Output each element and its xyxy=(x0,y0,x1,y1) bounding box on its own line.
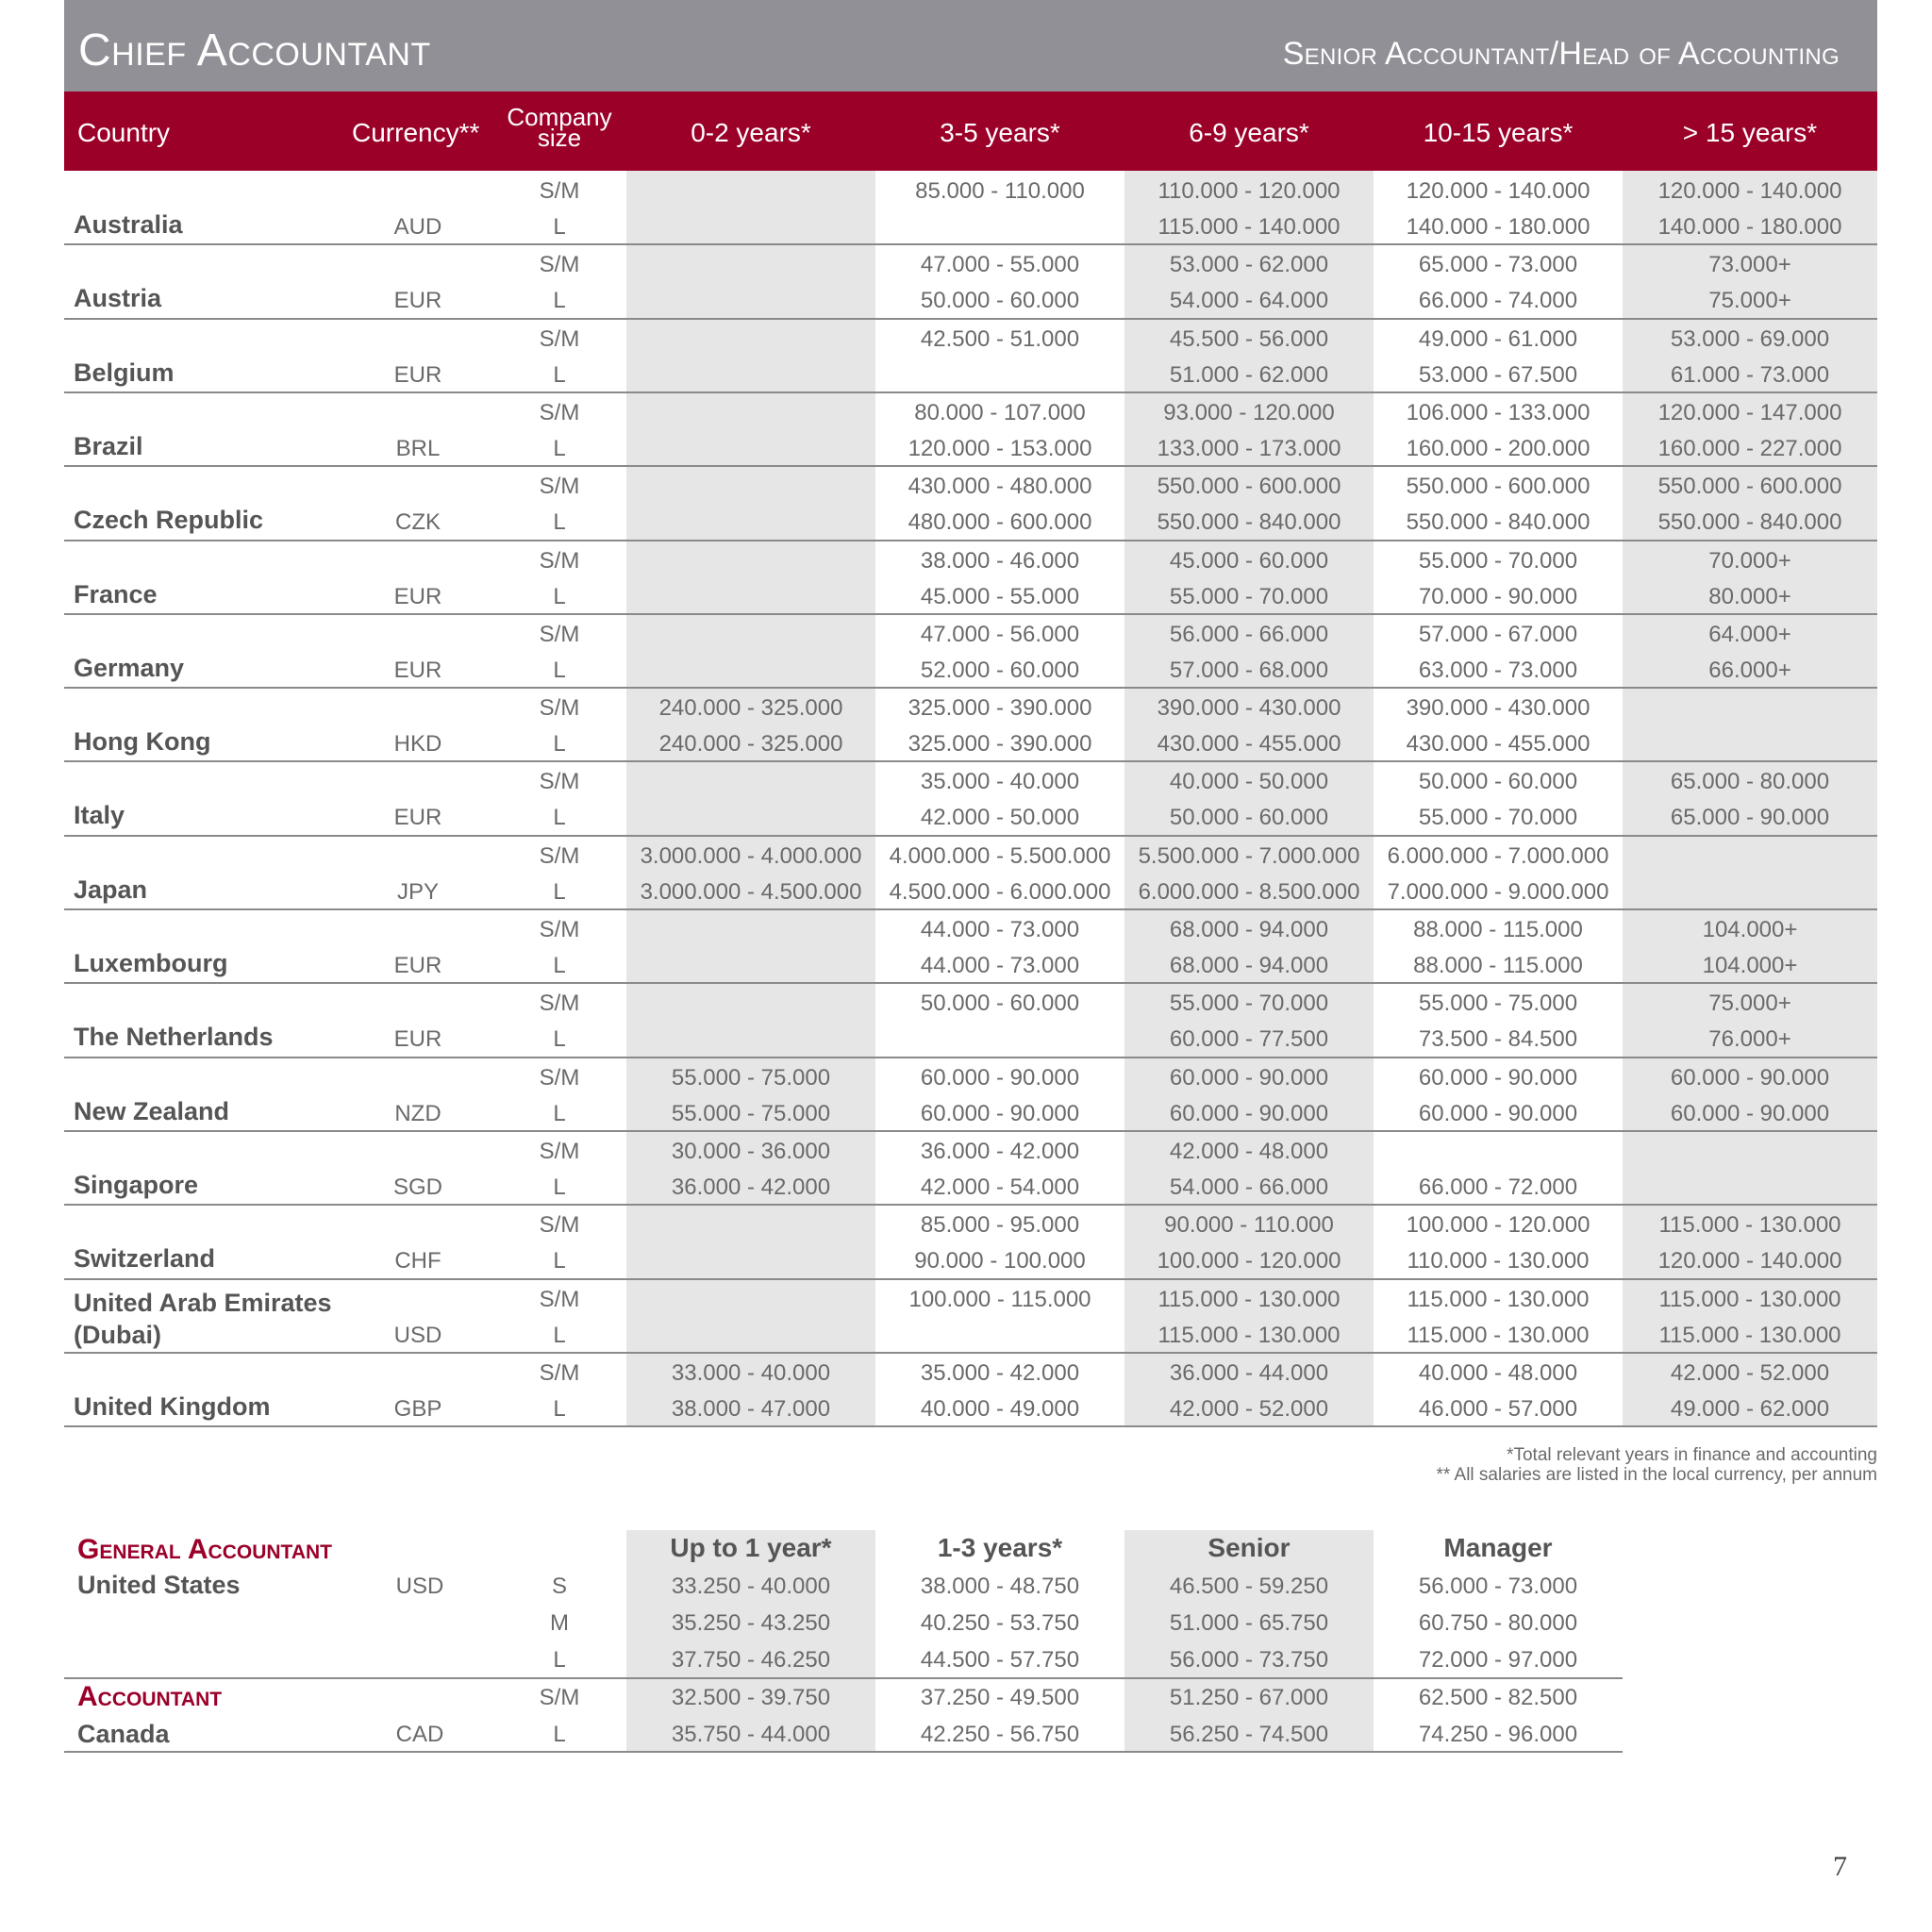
salary-cell: 120.000 - 147.000 xyxy=(1657,399,1842,425)
salary-cell: 73.000+ xyxy=(1708,252,1791,278)
currency-code: CHF xyxy=(394,1248,441,1274)
salary-cell: 52.000 - 60.000 xyxy=(920,657,1080,683)
country-name: Austria xyxy=(74,284,162,313)
salary-cell: 35.000 - 42.000 xyxy=(920,1359,1080,1386)
country-name: New Zealand xyxy=(74,1096,230,1125)
company-size-l: L xyxy=(553,1248,566,1274)
row-divider xyxy=(64,613,1877,615)
lower-header-manager: Manager xyxy=(1443,1533,1553,1562)
company-size-l: L xyxy=(553,878,566,905)
company-size-l: L xyxy=(553,361,566,388)
salary-cell: 44.000 - 73.000 xyxy=(920,917,1080,942)
salary-cell: 104.000+ xyxy=(1702,917,1798,942)
salary-cell: 50.000 - 60.000 xyxy=(920,991,1080,1017)
salary-cell: 45.000 - 60.000 xyxy=(1169,547,1329,574)
salary-cell: 60.000 - 90.000 xyxy=(1418,1100,1578,1126)
currency-code: EUR xyxy=(393,288,442,314)
accountant-currency: CAD xyxy=(395,1722,444,1747)
page-subtitle: Senior Accountant/Head of Accounting xyxy=(1282,36,1840,72)
salary-cell: 120.000 - 153.000 xyxy=(908,435,1092,461)
salary-cell: 80.000+ xyxy=(1708,583,1791,609)
currency-code: HKD xyxy=(393,731,442,758)
salary-cell: 160.000 - 200.000 xyxy=(1406,435,1591,461)
company-size-l: L xyxy=(553,288,566,314)
salary-cell: 55.000 - 70.000 xyxy=(1418,805,1578,831)
salary-cell: 50.000 - 60.000 xyxy=(1169,805,1329,831)
salary-cell: 45.000 - 55.000 xyxy=(920,583,1080,609)
company-size: L xyxy=(553,1647,566,1673)
salary-cell: 390.000 - 430.000 xyxy=(1157,695,1341,722)
accountant-country: Canada xyxy=(77,1720,170,1748)
row-divider xyxy=(64,391,1877,393)
salary-cell: 106.000 - 133.000 xyxy=(1406,399,1591,425)
company-size: M xyxy=(550,1610,569,1636)
salary-cell: 430.000 - 455.000 xyxy=(1406,731,1591,758)
salary-cell: 115.000 - 130.000 xyxy=(1658,1322,1841,1348)
page-title: Chief Accountant xyxy=(78,25,431,75)
col-header-currency: Currency** xyxy=(352,118,480,147)
company-size-sm: S/M xyxy=(539,474,580,500)
col-header-6-9: 6-9 years* xyxy=(1189,118,1309,147)
salary-cell: 44.500 - 57.750 xyxy=(920,1647,1080,1673)
salary-cell: 76.000+ xyxy=(1708,1026,1791,1053)
currency-code: EUR xyxy=(393,1026,442,1053)
company-size-sm: S/M xyxy=(539,399,580,425)
salary-cell: 33.000 - 40.000 xyxy=(671,1359,831,1386)
lower-header-senior: Senior xyxy=(1208,1533,1291,1562)
salary-cell: 35.750 - 44.000 xyxy=(671,1722,831,1747)
salary-cell: 4.000.000 - 5.500.000 xyxy=(889,842,1111,869)
salary-cell: 51.000 - 62.000 xyxy=(1169,361,1329,388)
salary-cell: 38.000 - 48.750 xyxy=(920,1574,1080,1599)
company-size-sm: S/M xyxy=(539,695,580,722)
salary-cell: 42.000 - 52.000 xyxy=(1169,1395,1329,1422)
salary-cell: 4.500.000 - 6.000.000 xyxy=(889,878,1111,905)
company-size-l: L xyxy=(553,214,566,240)
salary-cell: 60.000 - 90.000 xyxy=(920,1064,1080,1091)
company-size: L xyxy=(553,1722,566,1747)
row-divider xyxy=(64,1278,1877,1280)
salary-cell: 42.000 - 50.000 xyxy=(920,805,1080,831)
company-size-l: L xyxy=(553,583,566,609)
currency-code: NZD xyxy=(394,1100,441,1126)
company-size-sm: S/M xyxy=(539,325,580,352)
row-divider xyxy=(64,1352,1877,1354)
salary-cell: 53.000 - 69.000 xyxy=(1670,325,1830,352)
salary-cell: 100.000 - 115.000 xyxy=(908,1286,1091,1312)
company-size-sm: S/M xyxy=(539,178,580,204)
company-size-sm: S/M xyxy=(539,1286,580,1312)
row-divider xyxy=(64,982,1877,984)
salary-cell: 325.000 - 390.000 xyxy=(908,731,1092,758)
salary-cell: 55.000 - 70.000 xyxy=(1169,583,1329,609)
salary-cell: 35.250 - 43.250 xyxy=(671,1610,831,1636)
country-name: Japan xyxy=(74,874,148,904)
row-divider xyxy=(64,1130,1877,1132)
salary-cell: 30.000 - 36.000 xyxy=(671,1138,831,1164)
row-divider xyxy=(64,318,1877,320)
currency-code: CZK xyxy=(395,509,441,536)
salary-cell: 7.000.000 - 9.000.000 xyxy=(1387,878,1609,905)
salary-cell: 68.000 - 94.000 xyxy=(1169,953,1329,978)
divider-bottom xyxy=(64,1751,1623,1753)
salary-cell: 115.000 - 130.000 xyxy=(1407,1286,1590,1312)
row-divider xyxy=(64,908,1877,910)
currency-code: EUR xyxy=(393,583,442,609)
salary-cell: 42.000 - 52.000 xyxy=(1670,1359,1830,1386)
country-name: Belgium xyxy=(74,358,175,387)
salary-cell: 120.000 - 140.000 xyxy=(1406,178,1591,204)
country-name: United Kingdom xyxy=(74,1391,271,1421)
salary-cell: 430.000 - 480.000 xyxy=(908,474,1092,500)
country-name: Italy xyxy=(74,801,125,830)
salary-cell: 42.500 - 51.000 xyxy=(920,325,1080,352)
salary-cell: 140.000 - 180.000 xyxy=(1406,214,1591,240)
company-size-sm: S/M xyxy=(539,547,580,574)
company-size-l: L xyxy=(553,509,566,536)
col-header-10-15: 10-15 years* xyxy=(1423,118,1574,147)
salary-cell: 55.000 - 75.000 xyxy=(671,1100,831,1126)
salary-cell: 66.000 - 74.000 xyxy=(1418,288,1578,314)
salary-cell: 140.000 - 180.000 xyxy=(1657,214,1842,240)
salary-cell: 115.000 - 130.000 xyxy=(1158,1286,1341,1312)
salary-cell: 5.500.000 - 7.000.000 xyxy=(1138,842,1360,869)
salary-cell: 550.000 - 600.000 xyxy=(1157,474,1341,500)
company-size-sm: S/M xyxy=(539,917,580,942)
footnote-currency: ** All salaries are listed in the local currency, per annum xyxy=(1436,1465,1877,1485)
salary-cell: 3.000.000 - 4.000.000 xyxy=(640,842,862,869)
salary-cell: 36.000 - 42.000 xyxy=(920,1138,1080,1164)
salary-cell: 62.500 - 82.500 xyxy=(1418,1685,1578,1710)
salary-cell: 480.000 - 600.000 xyxy=(908,509,1092,536)
salary-cell: 88.000 - 115.000 xyxy=(1413,917,1583,942)
salary-cell: 60.000 - 90.000 xyxy=(920,1100,1080,1126)
salary-cell: 37.750 - 46.250 xyxy=(671,1647,831,1673)
country-name: Brazil xyxy=(74,431,143,460)
salary-cell: 55.000 - 70.000 xyxy=(1169,991,1329,1017)
salary-cell: 66.000 - 72.000 xyxy=(1418,1174,1578,1200)
company-size-l: L xyxy=(553,1174,566,1200)
salary-cell: 85.000 - 110.000 xyxy=(915,178,1085,204)
row-divider xyxy=(64,540,1877,541)
row-divider xyxy=(64,760,1877,762)
salary-cell: 550.000 - 840.000 xyxy=(1657,509,1842,536)
row-divider xyxy=(64,243,1877,245)
salary-cell: 44.000 - 73.000 xyxy=(920,953,1080,978)
salary-cell: 430.000 - 455.000 xyxy=(1157,731,1341,758)
salary-cell: 3.000.000 - 4.500.000 xyxy=(640,878,862,905)
company-size-l: L xyxy=(553,1100,566,1126)
salary-cell: 115.000 - 130.000 xyxy=(1407,1322,1590,1348)
salary-cell: 65.000 - 73.000 xyxy=(1418,252,1578,278)
country-name: Hong Kong xyxy=(74,727,211,757)
salary-cell: 51.000 - 65.750 xyxy=(1169,1610,1329,1636)
salary-cell: 88.000 - 115.000 xyxy=(1413,953,1583,978)
company-size-l: L xyxy=(553,1395,566,1422)
row-divider xyxy=(64,687,1877,689)
company-size-sm: S/M xyxy=(539,769,580,795)
salary-cell: 42.250 - 56.750 xyxy=(920,1722,1080,1747)
salary-cell: 115.000 - 130.000 xyxy=(1658,1212,1841,1239)
column-header-bar xyxy=(64,92,1877,171)
company-size-sm: S/M xyxy=(539,1359,580,1386)
salary-cell: 65.000 - 90.000 xyxy=(1670,805,1830,831)
currency-code: AUD xyxy=(393,214,442,240)
row-divider xyxy=(64,1425,1877,1427)
salary-cell: 63.000 - 73.000 xyxy=(1418,657,1578,683)
currency-code: JPY xyxy=(396,878,439,905)
salary-cell: 60.000 - 90.000 xyxy=(1169,1064,1329,1091)
company-size-l: L xyxy=(553,731,566,758)
country-name: Australia xyxy=(74,210,183,239)
row-divider xyxy=(64,835,1877,837)
salary-cell: 70.000 - 90.000 xyxy=(1418,583,1578,609)
company-size-l: L xyxy=(553,1026,566,1053)
country-name: France xyxy=(74,579,158,608)
general-currency: USD xyxy=(395,1574,444,1599)
salary-cell: 104.000+ xyxy=(1702,953,1798,978)
salary-cell: 40.000 - 48.000 xyxy=(1418,1359,1578,1386)
salary-cell: 550.000 - 840.000 xyxy=(1157,509,1341,536)
salary-cell: 110.000 - 120.000 xyxy=(1158,178,1341,204)
salary-cell: 49.000 - 61.000 xyxy=(1418,325,1578,352)
shade-col-0-2 xyxy=(626,171,875,1426)
salary-cell: 325.000 - 390.000 xyxy=(908,695,1092,722)
company-size-l: L xyxy=(553,953,566,978)
row-divider xyxy=(64,1057,1877,1058)
salary-cell: 115.000 - 130.000 xyxy=(1158,1322,1341,1348)
salary-cell: 85.000 - 95.000 xyxy=(920,1212,1080,1239)
salary-cell: 240.000 - 325.000 xyxy=(658,731,843,758)
col-header-3-5: 3-5 years* xyxy=(940,118,1060,147)
salary-cell: 68.000 - 94.000 xyxy=(1169,917,1329,942)
company-size-sm: S/M xyxy=(539,842,580,869)
company-size-sm: S/M xyxy=(539,1064,580,1091)
salary-cell: 36.000 - 42.000 xyxy=(671,1174,831,1200)
lower-header-up-to-1: Up to 1 year* xyxy=(670,1533,832,1562)
salary-cell: 57.000 - 68.000 xyxy=(1169,657,1329,683)
salary-cell: 390.000 - 430.000 xyxy=(1406,695,1591,722)
company-size-sm: S/M xyxy=(539,1138,580,1164)
salary-cell: 47.000 - 56.000 xyxy=(920,621,1080,647)
salary-cell: 93.000 - 120.000 xyxy=(1163,399,1335,425)
currency-code: GBP xyxy=(393,1395,442,1422)
currency-code: EUR xyxy=(393,953,442,978)
salary-cell: 115.000 - 140.000 xyxy=(1158,214,1341,240)
company-size-l: L xyxy=(553,435,566,461)
salary-cell: 38.000 - 47.000 xyxy=(671,1395,831,1422)
salary-cell: 56.250 - 74.500 xyxy=(1169,1722,1329,1747)
title-bar xyxy=(64,0,1877,92)
salary-cell: 100.000 - 120.000 xyxy=(1157,1248,1341,1274)
salary-cell: 40.000 - 50.000 xyxy=(1169,769,1329,795)
page-number: 7 xyxy=(1833,1851,1847,1882)
country-name: Singapore xyxy=(74,1170,199,1199)
salary-cell: 40.000 - 49.000 xyxy=(920,1395,1080,1422)
country-name: Switzerland xyxy=(74,1244,216,1274)
row-divider xyxy=(64,1204,1877,1206)
footnote-years: *Total relevant years in finance and accounting xyxy=(1507,1445,1877,1465)
company-size-sm: S/M xyxy=(539,1212,580,1239)
salary-cell: 60.000 - 77.500 xyxy=(1169,1026,1329,1053)
salary-cell: 64.000+ xyxy=(1708,621,1791,647)
col-header-0-2: 0-2 years* xyxy=(691,118,811,147)
salary-cell: 47.000 - 55.000 xyxy=(920,252,1080,278)
salary-cell: 54.000 - 64.000 xyxy=(1169,288,1329,314)
salary-cell: 56.000 - 73.750 xyxy=(1169,1647,1329,1673)
salary-cell: 35.000 - 40.000 xyxy=(920,769,1080,795)
salary-cell: 45.500 - 56.000 xyxy=(1169,325,1329,352)
salary-cell: 80.000 - 107.000 xyxy=(914,399,1086,425)
salary-cell: 74.250 - 96.000 xyxy=(1418,1722,1578,1747)
salary-cell: 38.000 - 46.000 xyxy=(920,547,1080,574)
currency-code: EUR xyxy=(393,805,442,831)
country-name: Luxembourg xyxy=(74,949,228,977)
salary-cell: 60.750 - 80.000 xyxy=(1418,1610,1578,1636)
currency-code: EUR xyxy=(393,361,442,388)
col-header-company-size: Company size xyxy=(507,103,612,152)
salary-cell: 60.000 - 90.000 xyxy=(1169,1100,1329,1126)
divider-accountant xyxy=(64,1677,1623,1679)
salary-cell: 50.000 - 60.000 xyxy=(1418,769,1578,795)
salary-cell: 51.250 - 67.000 xyxy=(1169,1685,1329,1710)
salary-cell: 55.000 - 75.000 xyxy=(671,1064,831,1091)
general-accountant-title: General Accountant xyxy=(77,1534,332,1565)
salary-cell: 56.000 - 73.000 xyxy=(1418,1574,1578,1599)
salary-cell: 53.000 - 62.000 xyxy=(1169,252,1329,278)
currency-code: SGD xyxy=(392,1174,442,1200)
salary-cell: 90.000 - 110.000 xyxy=(1164,1212,1334,1239)
salary-cell: 46.000 - 57.000 xyxy=(1418,1395,1578,1422)
shade-lower-col-1 xyxy=(626,1530,875,1751)
company-size-sm: S/M xyxy=(539,991,580,1017)
accountant-title: Accountant xyxy=(77,1681,223,1712)
salary-cell: 120.000 - 140.000 xyxy=(1657,178,1842,204)
country-name: Germany xyxy=(74,653,185,682)
salary-cell: 550.000 - 600.000 xyxy=(1406,474,1591,500)
salary-cell: 61.000 - 73.000 xyxy=(1670,361,1830,388)
salary-cell: 37.250 - 49.500 xyxy=(920,1685,1080,1710)
country-name: United Arab Emirates (Dubai) xyxy=(74,1288,332,1349)
col-header-country: Country xyxy=(77,118,171,147)
company-size-l: L xyxy=(553,657,566,683)
salary-cell: 36.000 - 44.000 xyxy=(1169,1359,1329,1386)
company-size-sm: S/M xyxy=(539,621,580,647)
salary-cell: 50.000 - 60.000 xyxy=(920,288,1080,314)
salary-cell: 240.000 - 325.000 xyxy=(658,695,843,722)
general-country: United States xyxy=(77,1571,241,1599)
country-name: Czech Republic xyxy=(74,506,264,535)
salary-cell: 75.000+ xyxy=(1708,991,1791,1017)
salary-cell: 160.000 - 227.000 xyxy=(1657,435,1842,461)
company-size: S/M xyxy=(539,1685,580,1710)
salary-cell: 120.000 - 140.000 xyxy=(1657,1248,1842,1274)
salary-cell: 56.000 - 66.000 xyxy=(1169,621,1329,647)
salary-cell: 60.000 - 90.000 xyxy=(1670,1100,1830,1126)
salary-cell: 133.000 - 173.000 xyxy=(1157,435,1341,461)
salary-cell: 75.000+ xyxy=(1708,288,1791,314)
salary-cell: 33.250 - 40.000 xyxy=(671,1574,831,1599)
salary-cell: 49.000 - 62.000 xyxy=(1670,1395,1830,1422)
salary-cell: 46.500 - 59.250 xyxy=(1169,1574,1329,1599)
salary-cell: 90.000 - 100.000 xyxy=(914,1248,1086,1274)
company-size: S xyxy=(551,1574,567,1599)
currency-code: USD xyxy=(393,1322,442,1348)
salary-cell: 55.000 - 75.000 xyxy=(1418,991,1578,1017)
shade-lower-col-3 xyxy=(1124,1530,1374,1751)
salary-cell: 60.000 - 90.000 xyxy=(1670,1064,1830,1091)
salary-cell: 115.000 - 130.000 xyxy=(1658,1286,1841,1312)
company-size-sm: S/M xyxy=(539,252,580,278)
row-divider xyxy=(64,465,1877,467)
salary-cell: 66.000+ xyxy=(1708,657,1791,683)
salary-cell: 73.500 - 84.500 xyxy=(1418,1026,1578,1053)
salary-cell: 55.000 - 70.000 xyxy=(1418,547,1578,574)
salary-cell: 72.000 - 97.000 xyxy=(1418,1647,1578,1673)
salary-cell: 6.000.000 - 8.500.000 xyxy=(1138,878,1360,905)
salary-cell: 100.000 - 120.000 xyxy=(1406,1212,1591,1239)
salary-cell: 6.000.000 - 7.000.000 xyxy=(1387,842,1609,869)
salary-cell: 65.000 - 80.000 xyxy=(1670,769,1830,795)
company-size-l: L xyxy=(553,805,566,831)
salary-cell: 550.000 - 600.000 xyxy=(1657,474,1842,500)
salary-cell: 53.000 - 67.500 xyxy=(1418,361,1578,388)
salary-cell: 60.000 - 90.000 xyxy=(1418,1064,1578,1091)
currency-code: BRL xyxy=(395,435,441,461)
salary-cell: 42.000 - 54.000 xyxy=(920,1174,1080,1200)
lower-header-1-3: 1-3 years* xyxy=(937,1533,1063,1562)
currency-code: EUR xyxy=(393,657,442,683)
country-name: The Netherlands xyxy=(74,1023,274,1052)
salary-cell: 42.000 - 48.000 xyxy=(1169,1138,1329,1164)
company-size-l: L xyxy=(553,1322,566,1348)
col-header-15plus: > 15 years* xyxy=(1682,118,1818,147)
salary-cell: 40.250 - 53.750 xyxy=(920,1610,1080,1636)
salary-cell: 110.000 - 130.000 xyxy=(1407,1248,1590,1274)
salary-cell: 70.000+ xyxy=(1708,547,1791,574)
salary-cell: 550.000 - 840.000 xyxy=(1406,509,1591,536)
salary-cell: 32.500 - 39.750 xyxy=(671,1685,831,1710)
salary-cell: 54.000 - 66.000 xyxy=(1169,1174,1329,1200)
salary-cell: 57.000 - 67.000 xyxy=(1418,621,1578,647)
